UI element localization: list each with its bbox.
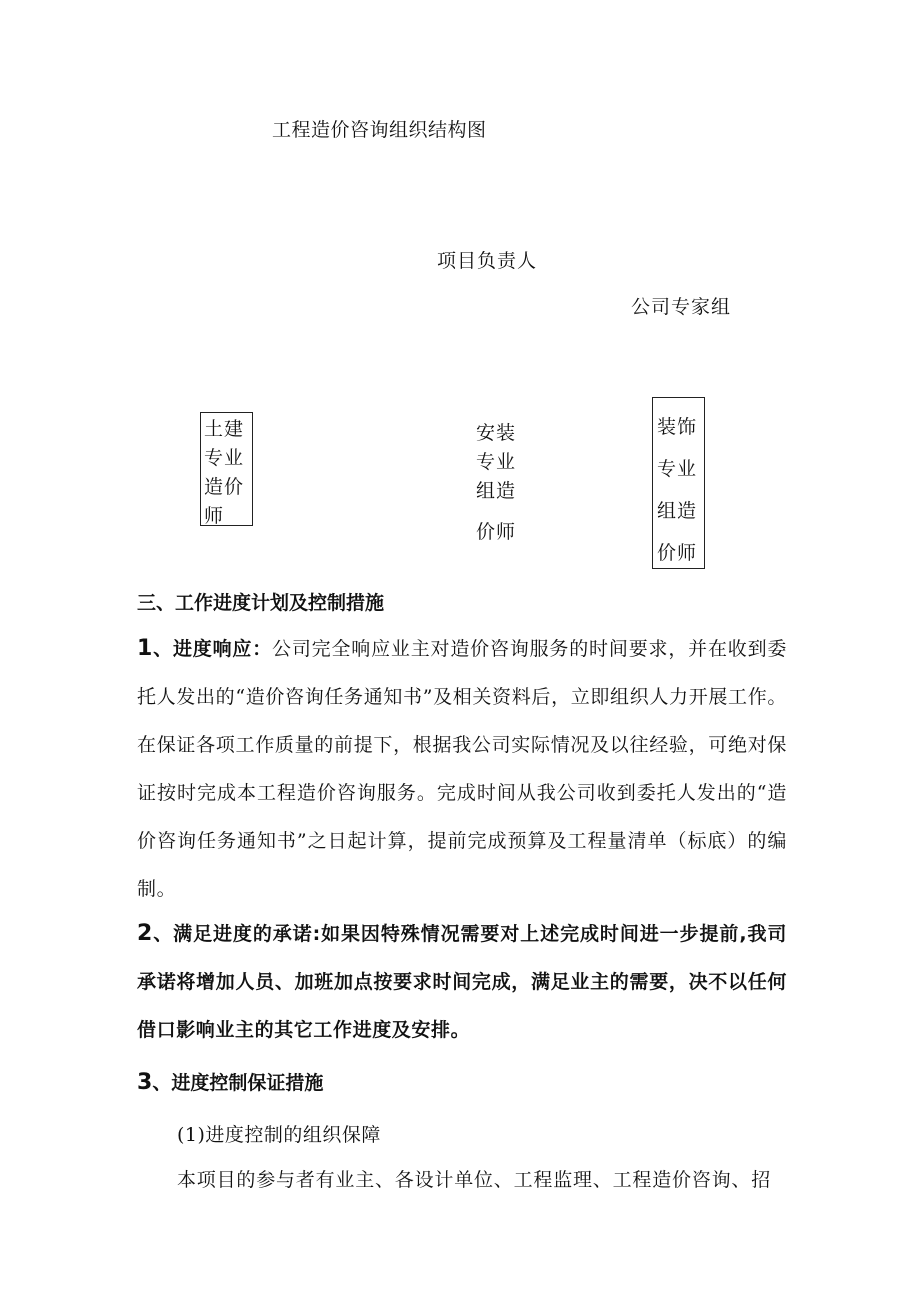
expert-group-node: 公司专家组 [631,296,732,318]
decoration-line: 价师 [657,542,698,564]
install-line: 专业 [476,451,517,473]
civil-line: 师 [204,505,225,527]
installation-cost-engineer-node [476,419,516,547]
paragraph-progress-response [137,625,787,913]
item-body: 、进度控制保证措施 [152,1072,324,1094]
install-line: 组造 [476,480,517,502]
civil-line: 造价 [204,476,245,498]
install-line: 安装 [476,422,517,444]
subsection-heading [137,1068,323,1095]
decoration-cost-engineer-box [652,397,705,569]
civil-cost-engineer-box [200,412,253,526]
item-body: 、满足进度的承诺:如果因特殊情况需要对上述完成时间进一步提前,我司承诺将增加人员、加班加点按要求时间完成，满足业主的需要，决不以任何借口影响业主的其它工作进度及安排。 [137,923,787,1041]
item-number: 2 [137,921,153,946]
decoration-line: 组造 [657,500,698,522]
item-number: 1 [137,636,153,661]
item-body: 公司完全响应业主对造价咨询服务的时间要求，并在收到委托人发出的“造价咨询任务通知书”及相关资料后，立即组织人力开展工作。在保证各项工作质量的前提下，根据我公司实际情况及以往经验，可绝对保证按时完成本工程造价咨询服务。完成时间从我公司收到委托人发出的“造价咨询任务通知书”之日起计算，提前完成预算及工程量清单（标底）的编制。 [137,638,787,900]
project-lead-node: 项目负责人 [437,250,538,272]
decoration-line: 装饰 [657,416,698,438]
sub-heading: (1)进度控制的组织保障 [177,1124,381,1146]
decoration-line: 专业 [657,458,698,480]
install-line: 价师 [476,521,517,543]
paragraph-participants: 本项目的参与者有业主、各设计单位、工程监理、工程造价咨询、招 [177,1169,772,1191]
item-lead: 、进度响应： [152,638,273,660]
civil-line: 专业 [204,447,245,469]
section-heading: 三、工作进度计划及控制措施 [137,592,385,614]
item-number: 3 [137,1070,153,1095]
org-chart-title: 工程造价咨询组织结构图 [272,119,487,141]
paragraph-progress-commitment [137,910,787,1054]
civil-line: 土建 [204,418,245,440]
